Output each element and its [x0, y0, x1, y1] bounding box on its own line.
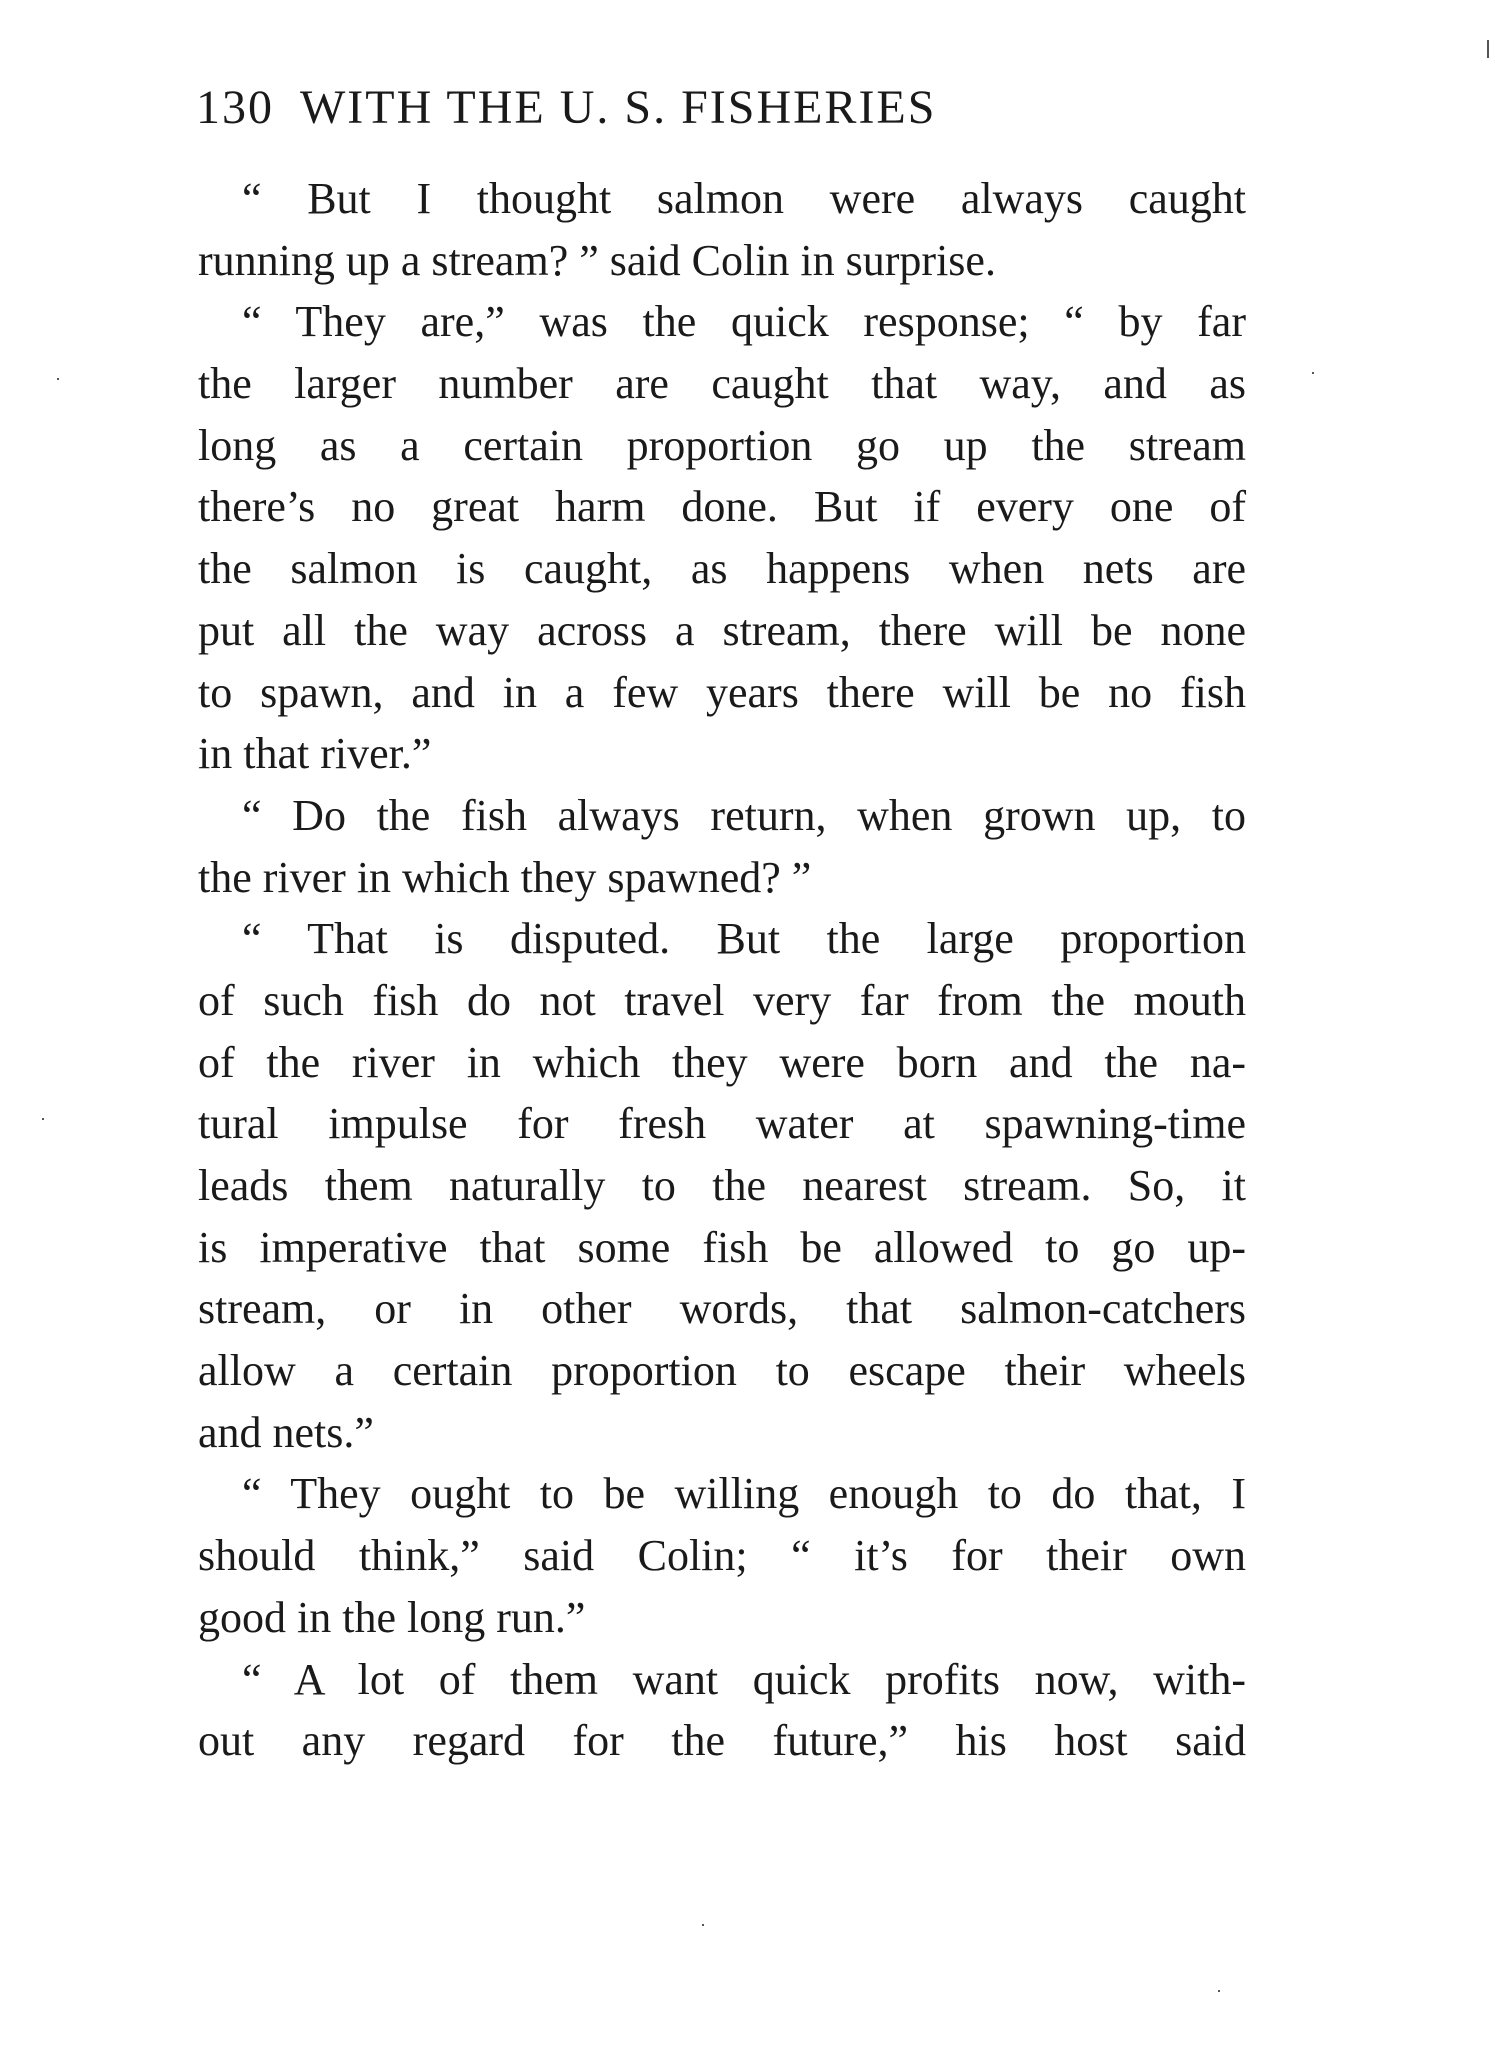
body-text	[198, 168, 1246, 1772]
text-line: running up a stream? ” said Colin in surprise.	[198, 235, 996, 285]
text-line: put all the way across a stream, there will be none	[198, 605, 1246, 655]
text-line: “ A lot of them want quick profits now, with-	[242, 1654, 1246, 1704]
text-line: should think,” said Colin; “ it’s for their own	[198, 1531, 1246, 1581]
text-line: and nets.”	[198, 1407, 374, 1457]
scan-dot	[702, 1924, 704, 1926]
scan-dot	[57, 378, 59, 380]
text-line: the salmon is caught, as happens when nets are	[198, 544, 1246, 594]
text-line: tural impulse for fresh water at spawning-time	[198, 1099, 1246, 1149]
text-line: there’s no great harm done. But if every one of	[198, 482, 1246, 532]
text-line: “ They ought to be willing enough to do that, I	[242, 1469, 1246, 1519]
text-line: “ That is disputed. But the large proportion	[242, 914, 1246, 964]
text-line: out any regard for the future,” his host said	[198, 1716, 1246, 1766]
text-line: “ Do the fish always return, when grown up, to	[242, 790, 1246, 840]
text-line: allow a certain proportion to escape their wheels	[198, 1346, 1246, 1396]
text-line: in that river.”	[198, 729, 432, 779]
scan-mark	[1487, 40, 1489, 58]
running-title: WITH THE U. S. FISHERIES	[300, 81, 937, 134]
page-number: 130	[196, 81, 274, 134]
text-line: the river in which they spawned? ”	[198, 852, 812, 902]
scan-dot	[1312, 372, 1314, 374]
text-line: “ They are,” was the quick response; “ by far	[242, 297, 1246, 347]
text-line: is imperative that some fish be allowed to go up-	[198, 1222, 1246, 1272]
text-line: the larger number are caught that way, and as	[198, 359, 1246, 409]
text-line: long as a certain proportion go up the stream	[198, 420, 1246, 470]
text-line: “ But I thought salmon were always caught	[242, 174, 1246, 223]
scan-dot	[1218, 1990, 1220, 1992]
text-line: leads them naturally to the nearest stream. So, it	[198, 1161, 1246, 1210]
text-line: of the river in which they were born and the na-	[198, 1037, 1246, 1087]
text-line: of such fish do not travel very far from the mouth	[198, 975, 1246, 1025]
text-line: good in the long run.”	[198, 1592, 586, 1642]
text-line: stream, or in other words, that salmon-catchers	[198, 1284, 1246, 1334]
text-line: to spawn, and in a few years there will be no fish	[198, 667, 1246, 717]
running-header	[196, 78, 936, 138]
scan-dot	[42, 1118, 44, 1120]
